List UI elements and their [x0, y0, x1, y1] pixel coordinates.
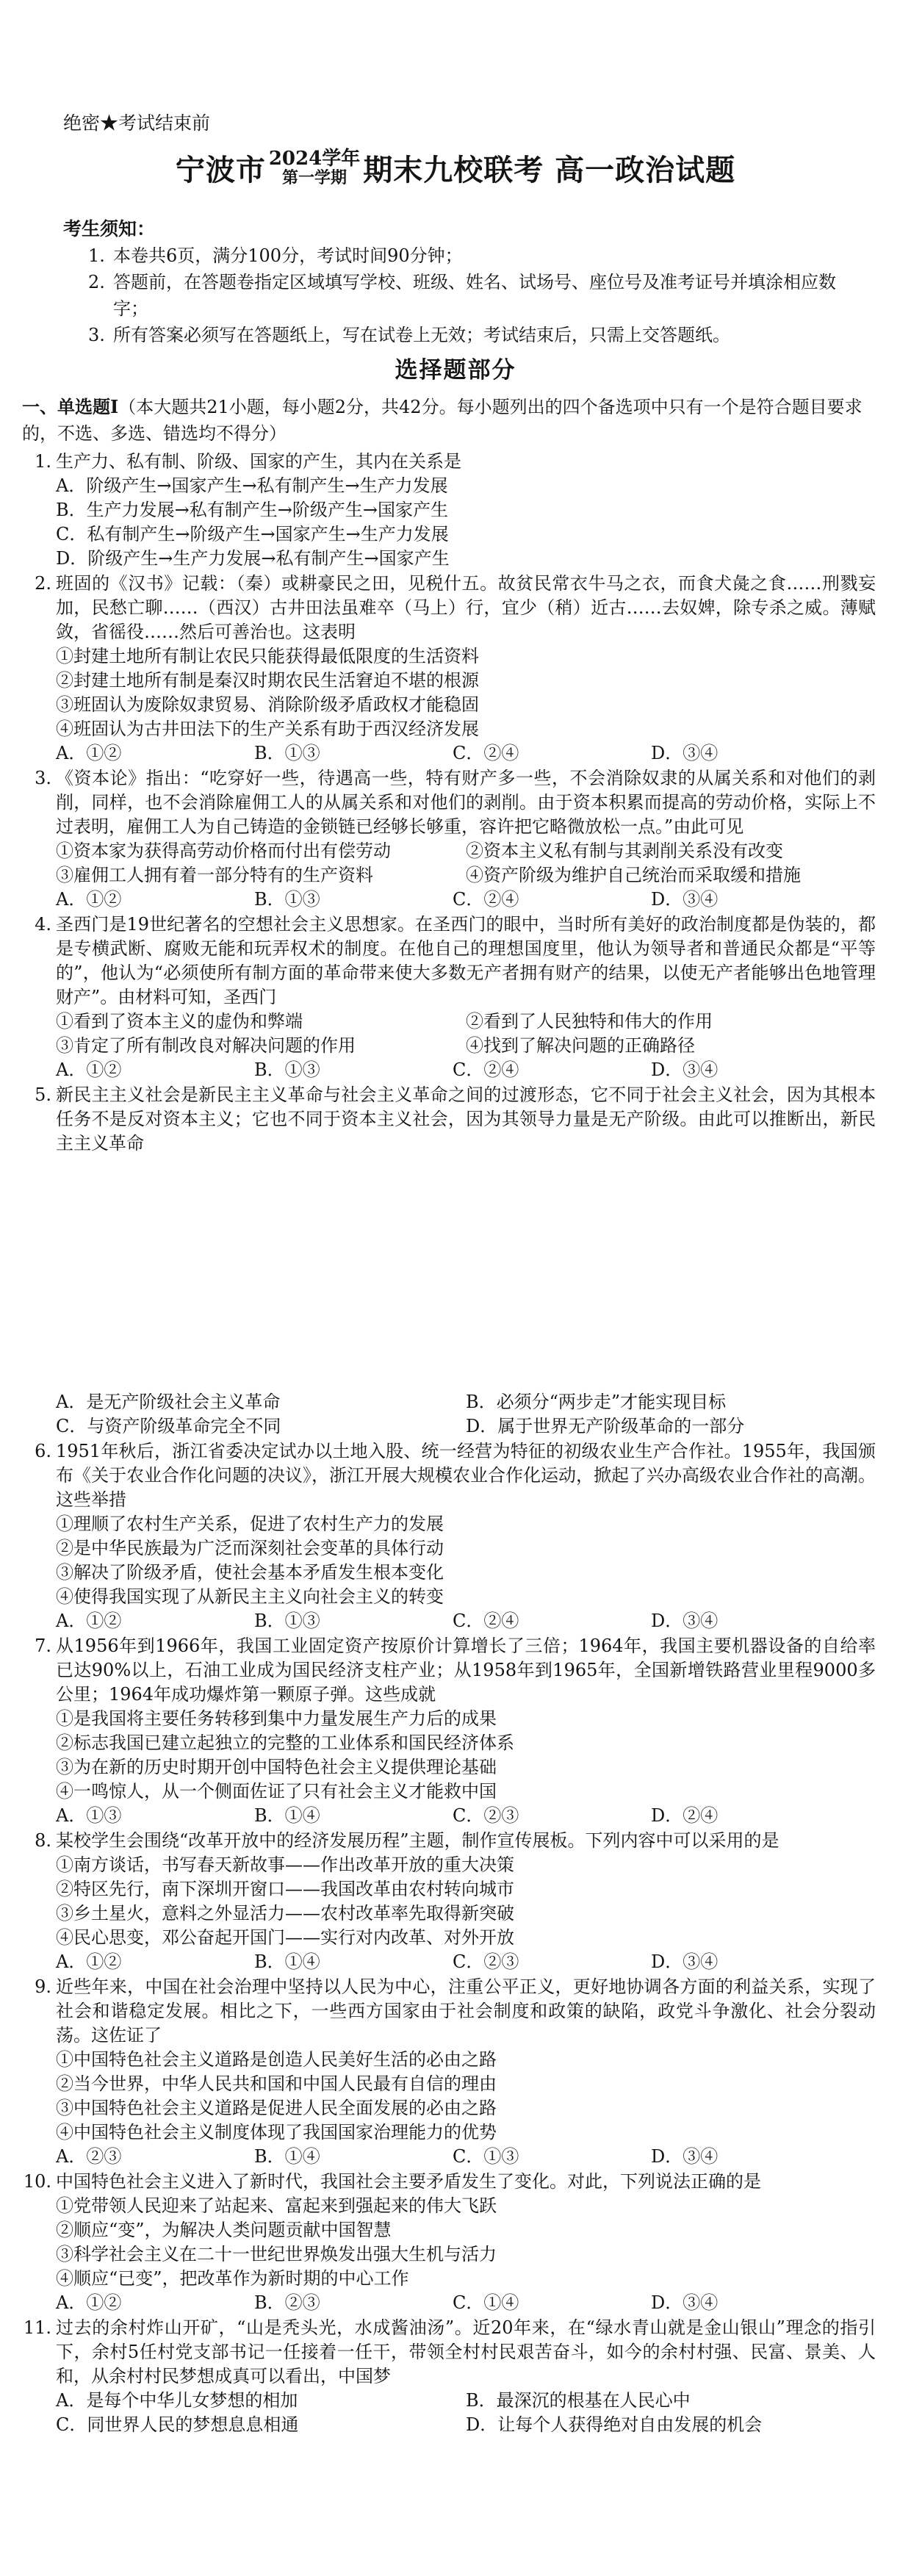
statement-row: [22, 1010, 876, 1034]
statement-option: ①封建土地所有制让农民只能获得最低限度的生活资料: [56, 646, 479, 666]
notice-list: [88, 242, 852, 348]
answer-choices: [22, 741, 876, 766]
answer-choice: B．①③: [254, 1611, 320, 1631]
confidential-mark: 绝密★考试结束前: [63, 112, 211, 134]
answer-choice: B．①③: [254, 1059, 320, 1080]
answer-choice: A．是无产阶级社会主义革命: [56, 1392, 281, 1412]
statement-row: [22, 839, 876, 863]
statement-option: ③肯定了所有制改良对解决问题的作用: [56, 1035, 356, 1056]
question-11: [22, 2316, 876, 2437]
answer-choice: A．是每个中华儿女梦想的相加: [56, 2390, 298, 2411]
answer-choice: D．让每个人获得绝对自由发展的机会: [466, 2414, 763, 2435]
answer-choices-row: [22, 1414, 876, 1439]
question-3: [22, 766, 876, 912]
answer-choice: C．①③: [453, 2146, 519, 2167]
section-title: 选择题部分: [395, 357, 516, 384]
answer-choice: A．②③: [56, 2146, 122, 2167]
part-heading: [22, 394, 874, 447]
question-number: 4.: [35, 914, 51, 935]
notice-item: [88, 269, 852, 322]
notice-number: 3.: [88, 325, 105, 345]
title-main: 期末九校联考 高一政治试题: [363, 153, 736, 187]
answer-choices: [22, 888, 876, 912]
answer-choice: A．①②: [56, 1059, 122, 1080]
notice-text: 答题前，在答题卷指定区域填写学校、班级、姓名、试场号、座位号及准考证号并填涂相应数字；: [113, 272, 836, 319]
answer-choice: D．③④: [651, 743, 719, 763]
statement-option: ④中国特色社会主义制度体现了我国国家治理能力的优势: [56, 2122, 497, 2143]
questions-block-a: [22, 450, 876, 1156]
notice-item: [88, 242, 852, 269]
question-number: 8.: [35, 1830, 51, 1851]
answer-choice: A．①②: [56, 1611, 122, 1631]
answer-choice: B．生产力发展→私有制产生→阶级产生→国家产生: [56, 500, 448, 520]
question-4: [22, 913, 876, 1082]
answer-choice: D．③④: [651, 1951, 719, 1972]
answer-choice: D．③④: [651, 1611, 719, 1631]
statement-option: ①看到了资本主义的虚伪和弊端: [56, 1011, 303, 1032]
question-stem: 圣西门是19世纪著名的空想社会主义思想家。在圣西门的眼中，当时所有美好的政治制度都是伪装的，都是专横武断、腐败无能和玩弄权术的制度。在他自己的理想国度里，他认为领导者和普通民众都是“平等的”，他认为“必须使所有制方面的革命带来使大多数无产者拥有财产的结果，以使无产者能够出色地管理财产”。由材料可知，圣西门: [56, 914, 876, 1007]
question-stem: 生产力、私有制、阶级、国家的产生，其内在关系是: [56, 451, 461, 472]
question-stem: 从1956年到1966年，我国工业固定资产按原价计算增长了三倍；1964年，我国主要机器设备的自给率已达90%以上，石油工业成为国民经济支柱产业；从1958年到1965年，全国新增铁路营业里程9000多公里；1964年成功爆炸第一颗原子弹。这些成就: [56, 1636, 876, 1705]
answer-choices-row: [22, 1390, 876, 1414]
question-stem: 班固的《汉书》记载：（秦）或耕豪民之田，见税什五。故贫民常衣牛马之衣，而食犬彘之食……刑戮妄加，民愁亡聊……（西汉）古井田法虽难卒（马上）行，宜少（稍）近古……去奴婢，除专杀之威。薄赋敛，省徭役……然后可善治也。这表明: [56, 573, 876, 642]
statement-row: [22, 863, 876, 888]
answer-choices: [22, 2145, 876, 2169]
question-1: [22, 450, 876, 571]
answer-choice: A．①②: [56, 2292, 122, 2313]
answer-choice: C．②④: [453, 1611, 519, 1631]
question-6: [22, 1439, 876, 1633]
answer-choice: D．阶级产生→生产力发展→私有制产生→国家产生: [56, 548, 450, 569]
answer-choice: C．②③: [453, 1805, 519, 1826]
answer-choice: D．③④: [651, 1059, 719, 1080]
question-2: [22, 572, 876, 766]
answer-choices-row: [22, 2389, 876, 2413]
answer-choice: C．②④: [453, 889, 519, 910]
statement-option: ①中国特色社会主义道路是创造人民美好生活的必由之路: [56, 2049, 497, 2070]
exam-title: [0, 147, 911, 189]
statement-option: ①资本家为获得高劳动价格而付出有偿劳动: [56, 841, 391, 861]
notice-text: 所有答案必须写在答题纸上，写在试卷上无效；考试结束后，只需上交答题纸。: [113, 325, 730, 345]
answer-choice: D．③④: [651, 2146, 719, 2167]
notice-number: 2.: [88, 272, 105, 292]
answer-choice: C．②④: [453, 1059, 519, 1080]
statement-option: ②当今世界，中华人民共和国和中国人民最有自信的理由: [56, 2073, 497, 2094]
statement-option: ②标志我国已建立起独立的完整的工业体系和国民经济体系: [56, 1733, 514, 1753]
statement-option: ③中国特色社会主义道路是促进人民全面发展的必由之路: [56, 2098, 497, 2118]
answer-choice: D．②④: [651, 1805, 719, 1826]
statement-option: ④民心思变，邓公奋起开国门——实行对内改革、对外开放: [56, 1927, 514, 1948]
question-number: 10.: [23, 2171, 51, 2192]
answer-choice: A．①②: [56, 889, 122, 910]
statement-option: ②是中华民族最为广泛而深刻社会变革的具体行动: [56, 1538, 444, 1558]
statement-option: ③为在新的历史时期开创中国特色社会主义提供理论基础: [56, 1757, 497, 1777]
statement-option: ②看到了人民独特和伟大的作用: [466, 1011, 713, 1032]
notice-text: 本卷共6页，满分100分，考试时间90分钟；: [113, 245, 463, 266]
statement-option: ④班固认为古井田法下的生产关系有助于西汉经济发展: [56, 719, 479, 739]
question-stem: 近些年来，中国在社会治理中坚持以人民为中心，注重公平正义，更好地协调各方面的利益关系，实现了社会和谐稳定发展。相比之下，一些西方国家由于社会制度和政策的缺陷，政党斗争激化、社会分裂动荡。这佐证了: [56, 1976, 876, 2046]
statement-row: [22, 1034, 876, 1058]
statement-option: ③班固认为废除奴隶贸易、消除阶级矛盾政权才能稳固: [56, 694, 479, 715]
statement-option: ③科学社会主义在二十一世纪世界焕发出强大生机与活力: [56, 2244, 497, 2264]
questions-block-b: [22, 1390, 876, 2438]
statement-option: ②顺应“变”，为解决人类问题贡献中国智慧: [56, 2220, 392, 2240]
answer-choices-row: [22, 2413, 876, 2437]
answer-choices: [22, 1609, 876, 1633]
answer-choice: A．①③: [56, 1805, 122, 1826]
question-8: [22, 1829, 876, 1974]
question-5: [22, 1083, 876, 1156]
statement-option: ④顺应“已变”，把改革作为新时期的中心工作: [56, 2268, 409, 2289]
answer-choice: C．②③: [453, 1951, 519, 1972]
part-description: （本大题共21小题，每小题2分，共42分。每小题列出的四个备选项中只有一个是符合题目要求的，不选、多选、错选均不得分）: [22, 397, 863, 444]
question-stem: 过去的余村炸山开矿，“山是秃头光，水成酱油汤”。近20年来，在“绿水青山就是金山银山”理念的指引下，余村5任村党支部书记一任接着一任干，带领全村村民艰苦奋斗，如今的余村村强、民富、景美、人和，从余村村民梦想成真可以看出，中国梦: [56, 2317, 876, 2386]
answer-choice: C．与资产阶级革命完全不同: [56, 1416, 281, 1436]
question-stem: 新民主主义社会是新民主主义革命与社会主义革命之间的过渡形态，它不同于社会主义社会，因为其根本任务不是反对资本主义；它也不同于资本主义社会，因为其领导力量是无产阶级。由此可以推断出，新民主主义革命: [56, 1084, 876, 1154]
question-7: [22, 1634, 876, 1828]
title-year: 2024学年: [268, 148, 361, 170]
question-stem: 1951年秋后，浙江省委决定试办以土地入股、统一经营为特征的初级农业生产合作社。1955年，我国颁布《关于农业合作化问题的决议》，浙江开展大规模农业合作化运动，掀起了兴办高级农业合作社的高潮。这些举措: [56, 1441, 876, 1510]
title-year-stack: [269, 149, 360, 186]
statement-option: ④资产阶级为维护自己统治而采取缓和措施: [466, 865, 801, 885]
answer-choices: [22, 1058, 876, 1082]
question-number: 5.: [35, 1084, 51, 1105]
statement-option: ①党带领人民迎来了站起来、富起来到强起来的伟大飞跃: [56, 2195, 497, 2216]
answer-choice: B．①④: [254, 1951, 320, 1972]
statement-option: ②资本主义私有制与其剥削关系没有改变: [466, 841, 783, 861]
question-stem: 中国特色社会主义进入了新时代，我国社会主要矛盾发生了变化。对此，下列说法正确的是: [56, 2171, 761, 2192]
answer-choice: B．①③: [254, 743, 320, 763]
question-number: 11.: [23, 2317, 51, 2338]
answer-choice: B．①③: [254, 889, 320, 910]
title-city: 宁波市: [175, 153, 266, 187]
answer-choice: C．②④: [453, 743, 519, 763]
question-number: 1.: [35, 451, 51, 472]
statement-option: ①是我国将主要任务转移到集中力量发展生产力后的成果: [56, 1708, 497, 1729]
answer-choices: [22, 1950, 876, 1974]
statement-option: ④找到了解决问题的正确路径: [466, 1035, 695, 1056]
answer-choice: D．③④: [651, 889, 719, 910]
question-stem: 《资本论》指出：“吃穿好一些，待遇高一些，特有财产多一些，不会消除奴隶的从属关系和对他们的剥削，同样，也不会消除雇佣工人的从属关系和对他们的剥削。由于资本积累而提高的劳动价格，实际上不过表明，雇佣工人为自己铸造的金锁链已经够长够重，容许把它略微放松一点。”由此可见: [56, 768, 876, 837]
answer-choice: B．必须分“两步走”才能实现目标: [466, 1392, 727, 1412]
statement-option: ②特区先行，南下深圳开窗口——我国改革由农村转向城市: [56, 1879, 514, 1899]
notice-item: [88, 322, 852, 348]
question-10: [22, 2170, 876, 2315]
answer-choices: [22, 1804, 876, 1828]
notice-number: 1.: [88, 245, 105, 266]
question-9: [22, 1975, 876, 2169]
question-number: 3.: [35, 768, 51, 788]
question-number: 7.: [35, 1636, 51, 1656]
statement-option: ①南方谈话，书写春天新故事——作出改革开放的重大决策: [56, 1854, 514, 1875]
answer-choice: B．最深沉的根基在人民心中: [466, 2390, 691, 2411]
question-stem: 某校学生会围绕“改革开放中的经济发展历程”主题，制作宣传展板。下列内容中可以采用的是: [56, 1830, 779, 1851]
part-label: 一、单选题Ⅰ: [22, 396, 119, 417]
answer-choice: C．同世界人民的梦想息息相通: [56, 2414, 299, 2435]
answer-choice: A．①②: [56, 1951, 122, 1972]
statement-option: ③乡土星火，意料之外显活力——农村改革率先取得新突破: [56, 1903, 514, 1924]
question-number: 9.: [35, 1976, 51, 1997]
notice-heading: 考生须知：: [63, 218, 156, 240]
question-number: 2.: [35, 573, 51, 594]
answer-choice: B．①④: [254, 1805, 320, 1826]
answer-choice: B．①④: [254, 2146, 320, 2167]
answer-choice: A．阶级产生→国家产生→私有制产生→生产力发展: [56, 475, 448, 496]
answer-choice: B．②③: [254, 2292, 320, 2313]
statement-option: ①理顺了农村生产关系，促进了农村生产力的发展: [56, 1514, 444, 1534]
answer-choice: C．①④: [453, 2292, 519, 2313]
statement-option: ③解决了阶级矛盾，使社会基本矛盾发生根本变化: [56, 1562, 444, 1583]
question-number: 6.: [35, 1441, 51, 1461]
answer-choices: [22, 2291, 876, 2315]
answer-choice: D．③④: [651, 2292, 719, 2313]
answer-choice: D．属于世界无产阶级革命的一部分: [466, 1416, 745, 1436]
statement-option: ④一鸣惊人，从一个侧面佐证了只有社会主义才能救中国: [56, 1781, 497, 1802]
title-semester: 第一学期: [282, 168, 348, 187]
statement-option: ②封建土地所有制是秦汉时期农民生活窘迫不堪的根源: [56, 670, 479, 691]
answer-choice: C．私有制产生→阶级产生→国家产生→生产力发展: [56, 524, 449, 544]
statement-option: ③雇佣工人拥有着一部分特有的生产资料: [56, 865, 373, 885]
answer-choice: A．①②: [56, 743, 122, 763]
statement-option: ④使得我国实现了从新民主主义向社会主义的转变: [56, 1586, 444, 1607]
